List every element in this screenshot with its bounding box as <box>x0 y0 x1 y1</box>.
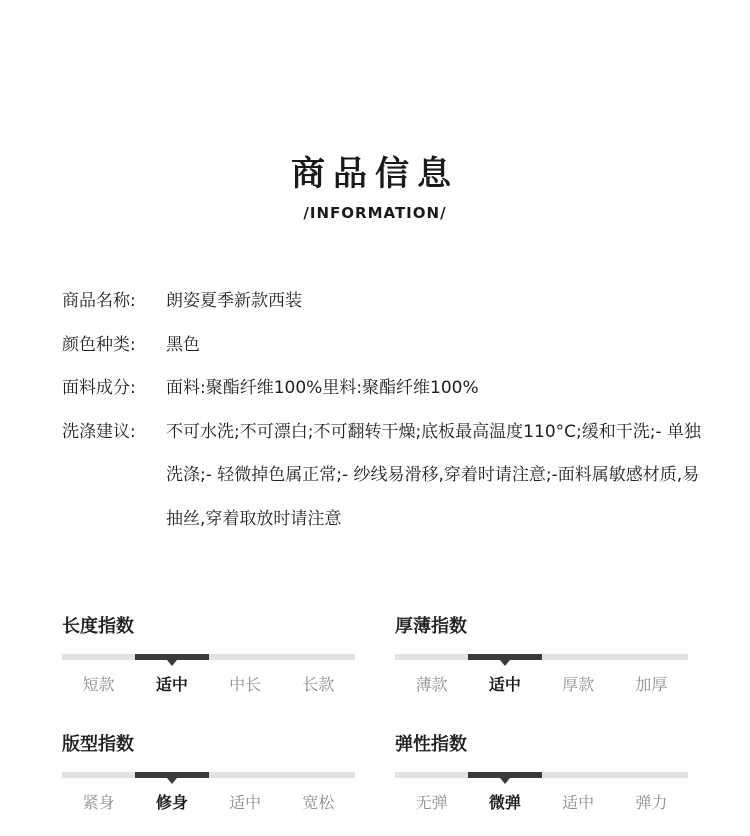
index-elasticity <box>395 730 688 813</box>
info-value: 面料:聚酯纤维100%里料:聚酯纤维100% <box>166 378 479 398</box>
index-option: 无弹 <box>415 793 448 812</box>
index-option: 紧身 <box>82 793 115 812</box>
index-indicator-icon <box>167 660 177 666</box>
page-title: 商品信息 <box>291 154 459 194</box>
info-label: 商品名称: <box>62 291 136 311</box>
index-option: 适中 <box>229 793 262 812</box>
index-indicator-icon <box>500 660 510 666</box>
product-info <box>62 280 702 541</box>
info-label: 颜色种类: <box>62 334 136 355</box>
index-option: 加厚 <box>635 675 668 694</box>
index-title: 版型指数 <box>62 734 134 755</box>
index-bar <box>395 772 688 778</box>
info-value: 朗姿夏季新款西装 <box>166 291 302 311</box>
index-option: 弹力 <box>635 793 668 812</box>
index-option: 适中 <box>488 675 521 694</box>
index-option: 薄款 <box>415 675 448 694</box>
index-bar <box>62 654 355 660</box>
info-label: 面料成分: <box>62 378 136 398</box>
index-thickness <box>395 612 688 695</box>
info-row-care <box>62 411 702 542</box>
index-options <box>62 672 355 695</box>
info-row-material <box>62 367 702 411</box>
index-length <box>62 612 355 695</box>
info-row-name <box>62 280 702 324</box>
index-option: 长款 <box>302 675 335 694</box>
info-value: 不可水洗;不可漂白;不可翻转干燥;底板最高温度110°C;缓和干洗;- 单独洗涤;- 轻微掉色属正常;- 纱线易滑移,穿着时请注意;-面料属敏感材质,易抽丝,穿着取放时请注意 <box>166 421 701 529</box>
index-option: 中长 <box>229 675 262 694</box>
index-title: 长度指数 <box>62 616 134 637</box>
index-bar <box>62 772 355 778</box>
info-value: 黑色 <box>166 334 200 355</box>
index-title: 厚薄指数 <box>395 616 467 637</box>
index-options <box>62 790 355 813</box>
index-option: 厚款 <box>562 675 595 694</box>
index-option: 适中 <box>155 675 188 694</box>
index-indicator-icon <box>500 778 510 784</box>
info-label: 洗涤建议: <box>62 421 136 442</box>
page-subtitle: /INFORMATION/ <box>303 204 447 222</box>
index-fit <box>62 730 355 813</box>
index-option: 适中 <box>562 793 595 812</box>
index-title: 弹性指数 <box>395 734 467 755</box>
index-option: 修身 <box>155 793 188 812</box>
index-option: 短款 <box>82 675 115 694</box>
index-options <box>395 672 688 695</box>
index-bar <box>395 654 688 660</box>
index-option: 微弹 <box>488 793 521 812</box>
info-row-color <box>62 324 702 368</box>
index-option: 宽松 <box>302 793 335 812</box>
index-indicator-icon <box>167 778 177 784</box>
index-options <box>395 790 688 813</box>
